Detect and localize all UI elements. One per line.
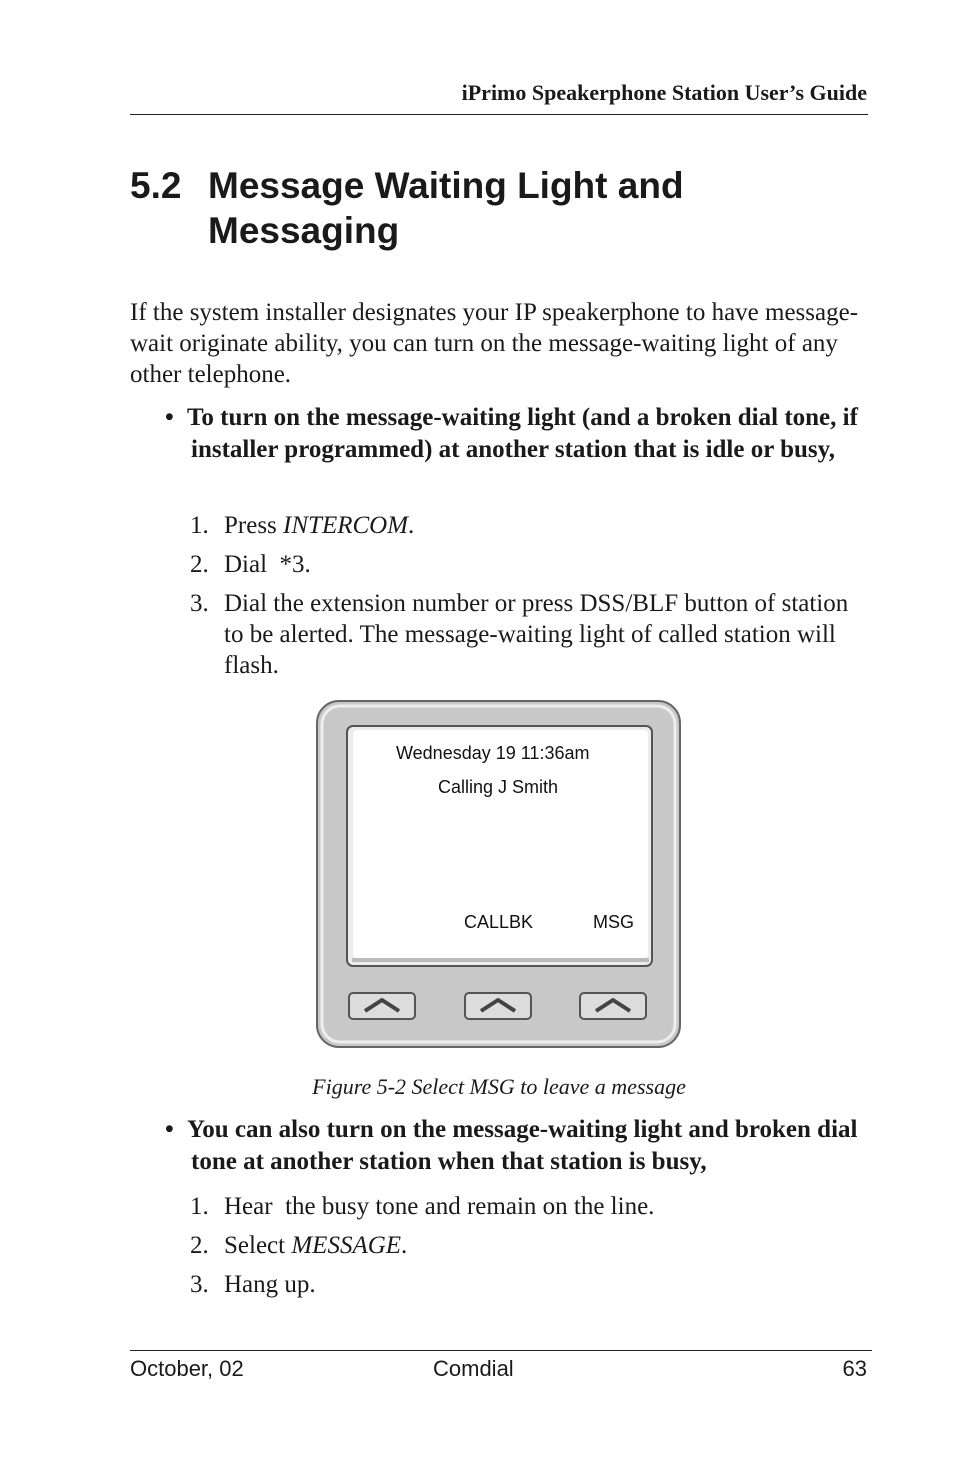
section-title-line2: Messaging xyxy=(208,210,400,251)
section-title-line1: Message Waiting Light and xyxy=(208,165,684,206)
step-text: Hear the busy tone and remain on the line. xyxy=(224,1193,655,1220)
procedure2-bullet-text: You can also turn on the message-waiting light and broken dial tone at another station when that station is busy, xyxy=(187,1116,858,1175)
phone-display-figure xyxy=(316,700,681,1050)
display-calling-status: Calling J Smith xyxy=(438,777,559,797)
softkey-label-msg: MSG xyxy=(593,912,635,932)
step-number: 2. xyxy=(190,551,209,578)
procedure2-step-2 xyxy=(190,1230,860,1261)
step-emphasis: INTERCOM xyxy=(283,512,409,539)
procedure1-step-3 xyxy=(190,588,860,681)
intro-paragraph: If the system installer designates your IP speakerphone to have message-wait originate ability, you can turn on the message-waiting light of any other telephone. xyxy=(130,299,859,388)
procedure1-bullet-text: To turn on the message-waiting light (and a broken dial tone, if installer programmed) at another station that is idle or busy, xyxy=(187,404,858,463)
chevron-up-icon xyxy=(348,992,416,1020)
procedure2-step-1 xyxy=(190,1191,860,1222)
step-suffix: . xyxy=(401,1232,408,1259)
procedure1-bullet xyxy=(165,402,875,466)
bullet-icon: • xyxy=(165,1116,174,1143)
header-rule xyxy=(130,114,868,115)
step-text: Dial the extension number or press DSS/BLF button of station to be alerted. The message-waiting light of called station will flash. xyxy=(224,590,849,679)
step-number: 2. xyxy=(190,1232,209,1259)
procedure2-bullet xyxy=(165,1114,875,1178)
step-suffix: . xyxy=(408,512,415,539)
step-number: 1. xyxy=(190,512,209,539)
step-text: Dial *3. xyxy=(224,551,311,578)
softkey-button-1[interactable] xyxy=(348,992,416,1020)
step-text: Hang up. xyxy=(224,1271,316,1298)
bullet-icon: • xyxy=(165,404,174,431)
section-number: 5.2 xyxy=(130,165,182,206)
softkey-label-callbk: CALLBK xyxy=(464,912,534,932)
footer-publisher: Comdial xyxy=(433,1356,514,1381)
softkey-button-2[interactable] xyxy=(464,992,532,1020)
step-number: 3. xyxy=(190,1271,209,1298)
figure-caption: Figure 5-2 Select MSG to leave a message xyxy=(312,1074,686,1099)
page-number: 63 xyxy=(842,1356,867,1381)
chevron-up-icon xyxy=(464,992,532,1020)
procedure2-step-3 xyxy=(190,1269,860,1300)
procedure1-steps xyxy=(190,510,860,689)
section-title xyxy=(130,163,684,253)
footer-date: October, 02 xyxy=(130,1356,244,1381)
step-text: Select xyxy=(224,1232,292,1259)
procedure2-steps xyxy=(190,1191,860,1308)
step-number: 3. xyxy=(190,590,209,617)
step-emphasis: MESSAGE xyxy=(291,1232,402,1259)
softkey-button-3[interactable] xyxy=(579,992,647,1020)
step-text: Press xyxy=(224,512,284,539)
procedure1-step-2 xyxy=(190,549,860,580)
display-date-time: Wednesday 19 11:36am xyxy=(396,743,590,763)
procedure1-step-1 xyxy=(190,510,860,541)
running-header: iPrimo Speakerphone Station User’s Guide xyxy=(461,80,867,105)
chevron-up-icon xyxy=(579,992,647,1020)
footer-rule xyxy=(130,1350,872,1351)
step-number: 1. xyxy=(190,1193,209,1220)
